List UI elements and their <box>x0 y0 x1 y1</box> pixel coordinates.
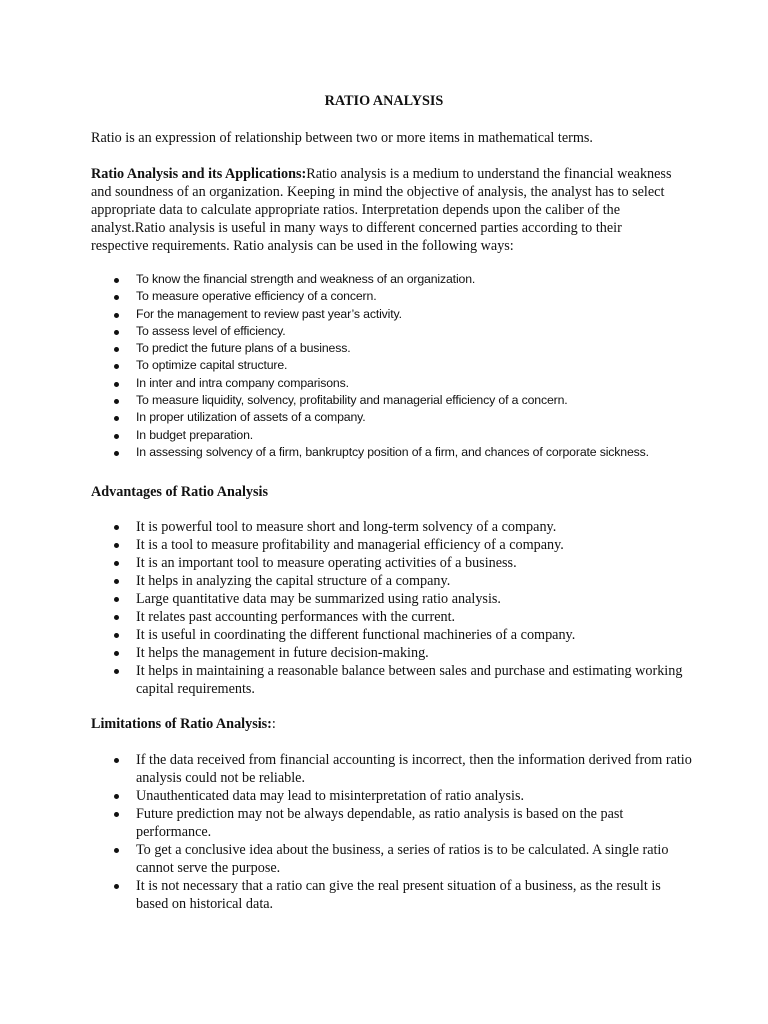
list-item-text: It is a tool to measure profitability and managerial efficiency of a company. <box>136 537 564 553</box>
list-item-text: It relates past accounting performances with the current. <box>136 609 456 625</box>
list-item-text: It helps in analyzing the capital structure of a company. <box>136 573 451 589</box>
list-item-text: It is powerful tool to measure short and long-term solvency of a company. <box>136 519 557 535</box>
list-item-text: It is an important tool to measure operating activities of a business. <box>136 555 517 571</box>
list-item <box>112 323 692 340</box>
list-item <box>112 409 692 426</box>
list-item-text: To get a conclusive idea about the business, a series of ratios is to be calculated. A single ratio cannot serve the purpose. <box>136 842 669 876</box>
list-item <box>112 306 692 323</box>
list-item-text: It helps in maintaining a reasonable balance between sales and purchase and estimating working capital requirements. <box>136 663 683 697</box>
list-item <box>112 877 692 913</box>
list-item-text: In assessing solvency of a firm, bankruptcy position of a firm, and chances of corporate sickness. <box>136 444 649 459</box>
list-item-text: For the management to review past year’s activity. <box>136 306 402 321</box>
limitations-heading: Limitations of Ratio Analysis: <box>91 716 272 732</box>
list-item-text: If the data received from financial accounting is incorrect, then the information derived from ratio analysis could not be reliable. <box>136 752 692 786</box>
list-item <box>112 554 692 572</box>
list-item <box>112 751 692 787</box>
list-item-text: Large quantitative data may be summarized using ratio analysis. <box>136 591 501 607</box>
list-item-text: It is not necessary that a ratio can give the real present situation of a business, as the result is based on historical data. <box>136 878 661 912</box>
limitations-heading-suffix: : <box>271 716 276 732</box>
list-item-text: To measure liquidity, solvency, profitability and managerial efficiency of a concern. <box>136 393 568 408</box>
list-item <box>112 536 692 554</box>
list-item-text: To measure operative efficiency of a concern. <box>136 289 377 304</box>
list-item-text: It helps the management in future decision-making. <box>136 645 429 661</box>
list-item <box>112 590 692 608</box>
list-item <box>112 787 692 805</box>
list-item-text: To assess level of efficiency. <box>136 323 286 338</box>
list-item <box>112 271 692 288</box>
list-item <box>112 608 692 626</box>
list-item-text: In inter and intra company comparisons. <box>136 375 349 390</box>
list-item <box>112 626 692 644</box>
applications-paragraph <box>91 165 681 255</box>
list-item <box>112 444 692 461</box>
list-item <box>112 427 692 444</box>
intro-paragraph: Ratio is an expression of relationship between two or more items in mathematical terms. <box>91 130 593 146</box>
list-item <box>112 841 692 877</box>
page-title: RATIO ANALYSIS <box>324 93 444 109</box>
list-item <box>112 518 692 536</box>
applications-heading: Ratio Analysis and its Applications: <box>91 166 307 182</box>
limitations-heading-line <box>91 715 276 733</box>
applications-text: Ratio analysis is a medium to understand the financial weakness and soundness of an organization. Keeping in mind the objective of analysis, the analyst has to select appropriate data to calculate appropriate ratios. Interpretation depends upon the caliber of the analyst.Ratio analysis is useful in many ways to different concerned parties according to their respective requirements. Ratio analysis can be used in the following ways: <box>91 166 672 254</box>
advantages-list <box>112 518 692 698</box>
limitations-list <box>112 751 692 913</box>
list-item-text: In budget preparation. <box>136 427 254 442</box>
list-item-text: To predict the future plans of a business. <box>136 341 351 356</box>
list-item <box>112 392 692 409</box>
list-item <box>112 340 692 357</box>
list-item <box>112 357 692 374</box>
list-item <box>112 572 692 590</box>
list-item <box>112 375 692 392</box>
list-item <box>112 805 692 841</box>
applications-list <box>112 271 692 461</box>
list-item-text: Future prediction may not be always dependable, as ratio analysis is based on the past performance. <box>136 806 624 840</box>
advantages-heading: Advantages of Ratio Analysis <box>91 484 268 500</box>
list-item-text: It is useful in coordinating the different functional machineries of a company. <box>136 627 576 643</box>
list-item-text: To know the financial strength and weakness of an organization. <box>136 272 476 286</box>
list-item <box>112 662 692 698</box>
list-item-text: In proper utilization of assets of a company. <box>136 410 366 425</box>
list-item-text: Unauthenticated data may lead to misinterpretation of ratio analysis. <box>136 788 525 804</box>
list-item <box>112 288 692 305</box>
list-item <box>112 644 692 662</box>
list-item-text: To optimize capital structure. <box>136 358 288 373</box>
